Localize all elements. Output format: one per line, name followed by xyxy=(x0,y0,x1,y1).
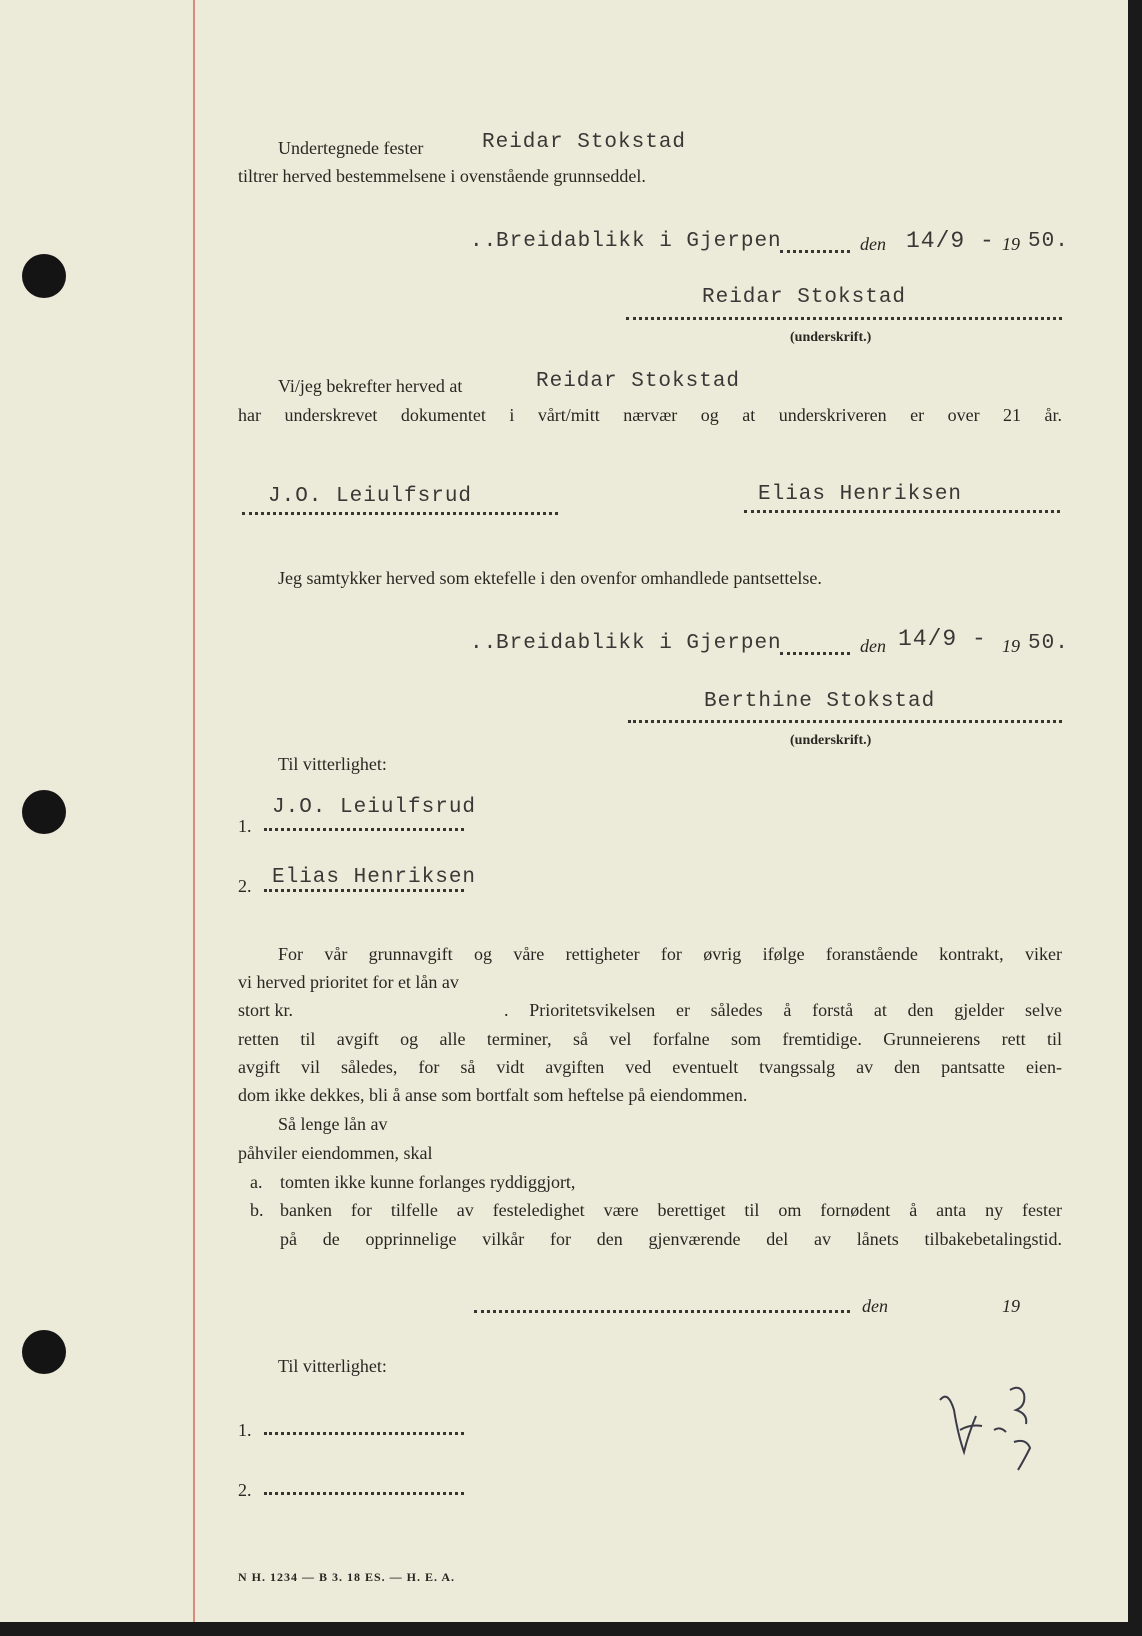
witness-2-num: 2. xyxy=(238,876,252,896)
priority-line-2: vi herved prioritet for et lån av xyxy=(238,972,459,992)
priority-line-3b: . Prioritetsvikelsen er således å forstå at den gjelder selve xyxy=(504,1000,1062,1020)
priority-line-4: retten til avgift og alle terminer, så vel forfalne som fremtidige. Grunneierens rett til xyxy=(238,1029,1062,1049)
vitterlighet-label: Til vitterlighet: xyxy=(278,1356,387,1376)
punch-hole xyxy=(22,790,66,834)
year-suffix: 50. xyxy=(1028,632,1069,655)
punch-hole xyxy=(22,254,66,298)
priority-line-3a: stort kr. xyxy=(238,1000,294,1020)
punch-hole xyxy=(22,1330,66,1374)
date: 14/9 - xyxy=(906,228,995,254)
witness-2-line xyxy=(264,889,464,892)
priority-line-5: avgift vil således, for så vidt avgiften ved eventuelt tvangssalg av den pantsatte eien- xyxy=(238,1057,1062,1077)
consent-text: Jeg samtykker herved som ektefelle i den ovenfor omhandlede pantsettelse. xyxy=(278,568,822,588)
confirm-label: Vi/jeg bekrefter herved at xyxy=(278,376,463,396)
intro-line: tiltrer herved bestemmelsene i ovenstående grunnseddel. xyxy=(238,166,646,186)
loan-line-1: Så lenge lån av xyxy=(278,1114,388,1134)
confirm-line: har underskrevet dokumentet i vårt/mitt nærvær og at underskriveren er over 21 år. xyxy=(238,405,1062,425)
year-prefix: 19 xyxy=(1002,1296,1020,1316)
date: 14/9 - xyxy=(898,626,987,652)
witness-1-num: 1. xyxy=(238,816,252,836)
item-b-label: b. xyxy=(250,1200,264,1220)
witness-1-name: J.O. Leiulfsrud xyxy=(272,796,477,819)
item-a-label: a. xyxy=(250,1172,263,1192)
place-prefix: .. xyxy=(470,632,498,655)
witness-2-num: 2. xyxy=(238,1480,252,1500)
den-label: den xyxy=(860,636,886,656)
margin-line xyxy=(193,0,195,1622)
item-b-line-2: på de opprinnelige vilkår for den gjenværende del av lånets tilbakebetalingstid. xyxy=(280,1229,1062,1249)
witness-2-name: Elias Henriksen xyxy=(272,866,477,889)
year-prefix: 19 xyxy=(1002,636,1020,656)
underskrift-label: (underskrift.) xyxy=(790,330,872,345)
handwritten-initials xyxy=(930,1380,1040,1480)
intro-label: Undertegnede fester xyxy=(278,138,424,158)
underskrift-label: (underskrift.) xyxy=(790,733,872,748)
witness-1-num: 1. xyxy=(238,1420,252,1440)
item-a-text: tomten ikke kunne forlanges ryddiggjort, xyxy=(280,1172,576,1192)
witness-right: Elias Henriksen xyxy=(758,483,963,506)
vitterlighet-label: Til vitterlighet: xyxy=(278,754,387,774)
year-suffix: 50. xyxy=(1028,230,1069,253)
signature-line xyxy=(628,720,1062,723)
den-label: den xyxy=(862,1296,888,1316)
witness-1-line xyxy=(264,828,464,831)
witness-1-line xyxy=(264,1432,464,1435)
item-b-line-1: banken for tilfelle av festeledighet være berettiget til om fornødent å anta ny fester xyxy=(280,1200,1062,1220)
place-prefix: .. xyxy=(470,230,498,253)
witness-left-line xyxy=(242,512,558,515)
loan-line-2: påhviler eiendommen, skal xyxy=(238,1143,433,1163)
place: Breidablikk i Gjerpen xyxy=(496,230,782,253)
priority-line-6: dom ikke dekkes, bli å anse som bortfalt som heftelse på eiendommen. xyxy=(238,1085,748,1105)
dotted-line xyxy=(780,250,850,253)
witness-2-line xyxy=(264,1492,464,1495)
witness-left: J.O. Leiulfsrud xyxy=(268,485,473,508)
place-line xyxy=(474,1310,850,1313)
dotted-line xyxy=(780,652,850,655)
den-label: den xyxy=(860,234,886,254)
witness-right-line xyxy=(744,510,1060,513)
signature-line xyxy=(626,317,1062,320)
form-footer: N H. 1234 — B 3. 18 ES. — H. E. A. xyxy=(238,1570,456,1584)
signature: Reidar Stokstad xyxy=(702,286,907,309)
fester-name: Reidar Stokstad xyxy=(482,131,687,154)
confirm-name: Reidar Stokstad xyxy=(536,370,741,393)
place: Breidablikk i Gjerpen xyxy=(496,632,782,655)
signature: Berthine Stokstad xyxy=(704,690,936,713)
year-prefix: 19 xyxy=(1002,234,1020,254)
priority-line-1: For vår grunnavgift og våre rettigheter for øvrig ifølge foranstående kontrakt, viker xyxy=(278,944,1062,964)
